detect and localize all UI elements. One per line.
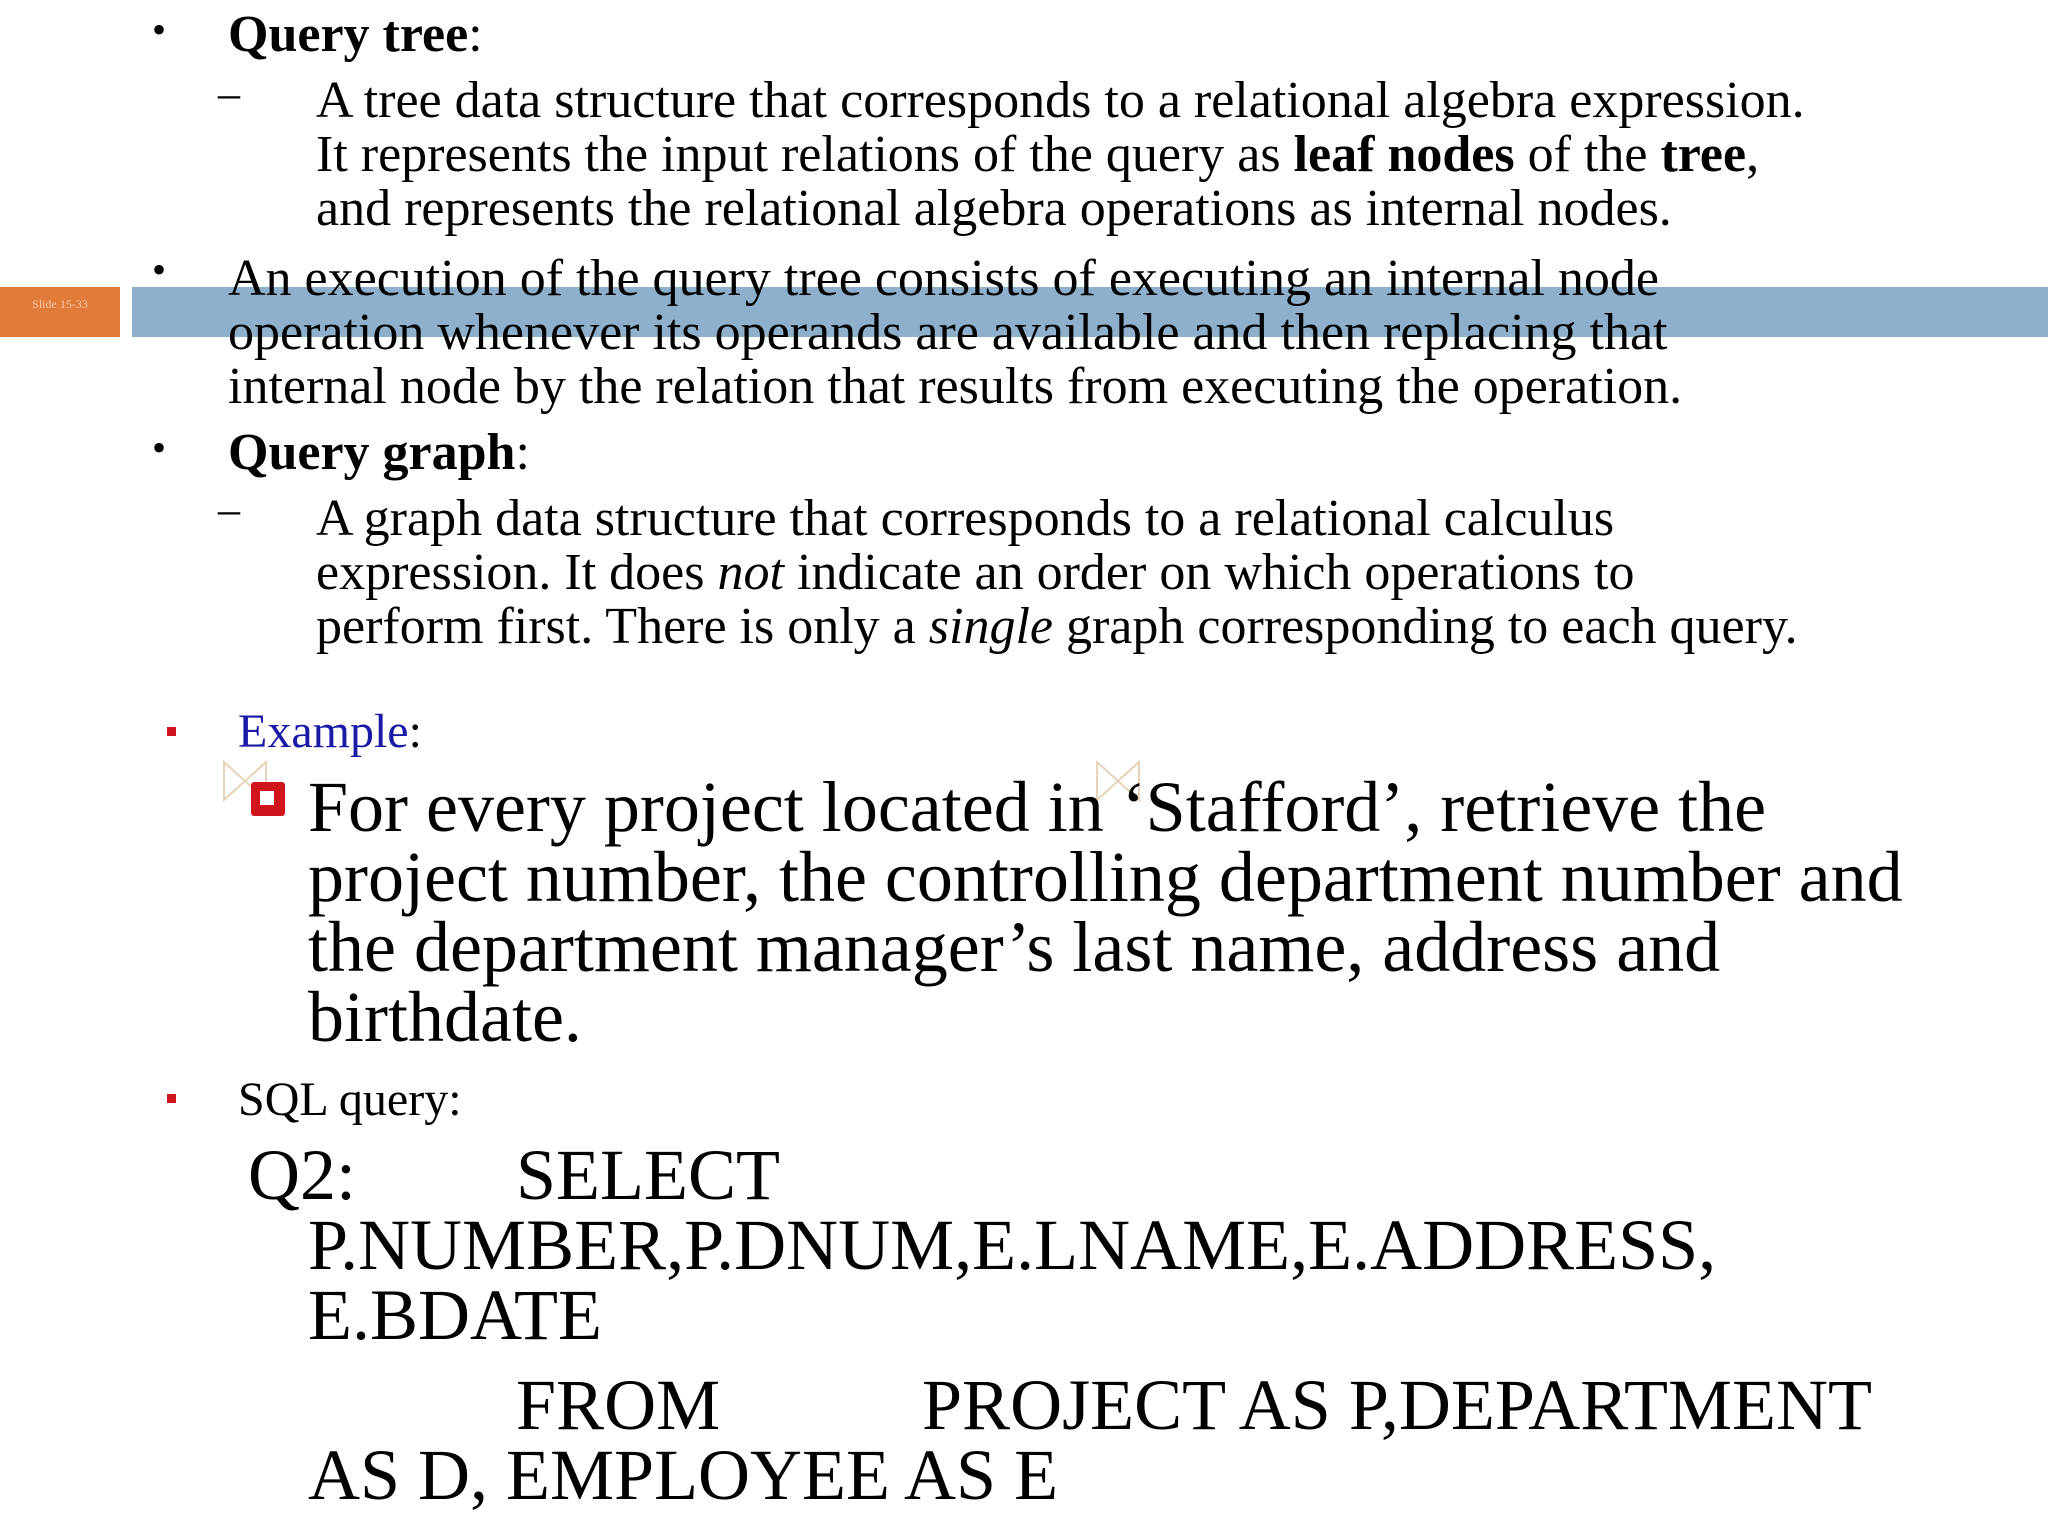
example-line2: project number, the controlling department number and xyxy=(308,837,1903,917)
dash-icon: – xyxy=(218,69,240,118)
sql-from-keyword: FROM xyxy=(516,1365,721,1445)
query-graph-def-line2: expression. It does not indicate an order on which operations to xyxy=(316,544,1635,601)
sql-label: SQL query: xyxy=(238,1073,462,1126)
execution-line2: operation whenever its operands are available and then replacing that xyxy=(228,304,1668,361)
example-line1: For every project located in ‘Stafford’, retrieve the xyxy=(308,767,1767,847)
query-graph-def-line3: perform first. There is only a single graph corresponding to each query. xyxy=(316,598,1798,655)
sql-from-tables-cont: AS D, EMPLOYEE AS E xyxy=(308,1435,1059,1515)
bullet-icon: • xyxy=(152,7,167,52)
slide-number-tag: Slide 15-33 xyxy=(0,287,120,337)
bullet-icon: • xyxy=(152,425,167,470)
square-bullet-icon xyxy=(167,727,176,736)
execution-line1: An execution of the query tree consists of executing an internal node xyxy=(228,250,1659,307)
execution-line3: internal node by the relation that results from executing the operation. xyxy=(228,358,1683,415)
checkbox-bullet-icon xyxy=(251,782,285,816)
query-tree-def-line1: A tree data structure that corresponds to a relational algebra expression. xyxy=(316,72,1805,129)
dash-icon: – xyxy=(218,485,240,534)
square-bullet-icon xyxy=(167,1094,176,1103)
example-line3: the department manager’s last name, address and xyxy=(308,907,1721,987)
query-tree-def-line2: It represents the input relations of the query as leaf nodes of the tree, xyxy=(316,126,1760,183)
example-label: Example: xyxy=(238,705,422,758)
query-graph-def-line1: A graph data structure that corresponds to a relational calculus xyxy=(316,490,1615,547)
query-graph-heading: Query graph: xyxy=(228,424,530,481)
bullet-icon: • xyxy=(152,247,167,292)
sql-from-tables: PROJECT AS P,DEPARTMENT xyxy=(922,1365,1872,1445)
query-tree-def-line3: and represents the relational algebra operations as internal nodes. xyxy=(316,180,1672,237)
query-tree-heading: Query tree: xyxy=(228,6,483,63)
sql-select-columns: P.NUMBER,P.DNUM,E.LNAME,E.ADDRESS, xyxy=(308,1205,1717,1285)
sql-select-columns-cont: E.BDATE xyxy=(308,1275,602,1355)
sql-select-keyword: SELECT xyxy=(516,1135,780,1215)
sql-q-label: Q2: xyxy=(248,1135,356,1215)
example-line4: birthdate. xyxy=(308,977,582,1057)
